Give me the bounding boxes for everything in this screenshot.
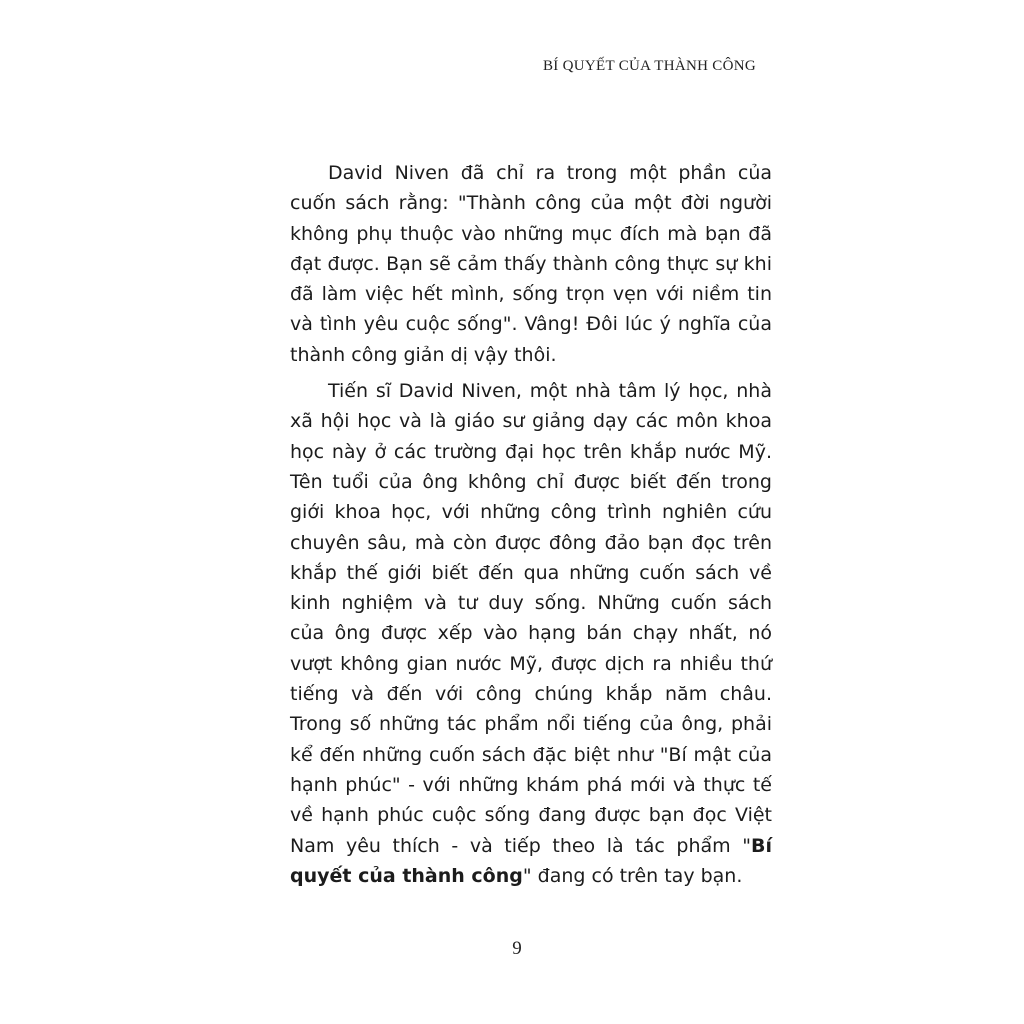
paragraph-1: David Niven đã chỉ ra trong một phần của cuốn sách rằng: "Thành công của một đời người không phụ thuộc vào những mục đích mà bạn đã đạt được. Bạn sẽ cảm thấy thành công thực sự khi đã làm việc hết mình, sống trọn vẹn với niềm tin và tình yêu cuộc sống". Vâng! Đôi lúc ý nghĩa của thành công giản dị vậy thôi.	[290, 162, 772, 366]
page-number: 9	[512, 938, 522, 959]
page-body	[290, 158, 772, 891]
paragraph-2-ending: " đang có trên tay bạn.	[522, 864, 743, 887]
paragraph-2-text: Tiến sĩ David Niven, một nhà tâm lý học, nhà xã hội học và là giáo sư giảng dạy các môn khoa học này ở các trường đại học trên khắp nước Mỹ. Tên tuổi của ông không chỉ được biết đến trong giới khoa học, với những công trình nghiên cứu chuyên sâu, mà còn được đông đảo bạn đọc trên khắp thế giới biết đến qua những cuốn sách về kinh nghiệm và tư duy sống. Những cuốn sách của ông được xếp vào hạng bán chạy nhất, nó vượt không gian nước Mỹ, được dịch ra nhiều thứ tiếng và đến với công chúng khắp năm châu. Trong số những tác phẩm nổi tiếng của ông, phải kể đến những cuốn sách đặc biệt như "Bí mật của hạnh phúc" - với những khám phá mới và thực tế về hạnh phúc cuộc sống đang được bạn đọc Việt Nam yêu thích - và tiếp theo là tác phẩm "	[290, 380, 772, 857]
book-title-bold: Bí quyết của thành công	[290, 834, 772, 887]
running-header-title: BÍ QUYẾT CỦA THÀNH CÔNG	[542, 58, 756, 74]
paragraph-2	[290, 376, 772, 891]
